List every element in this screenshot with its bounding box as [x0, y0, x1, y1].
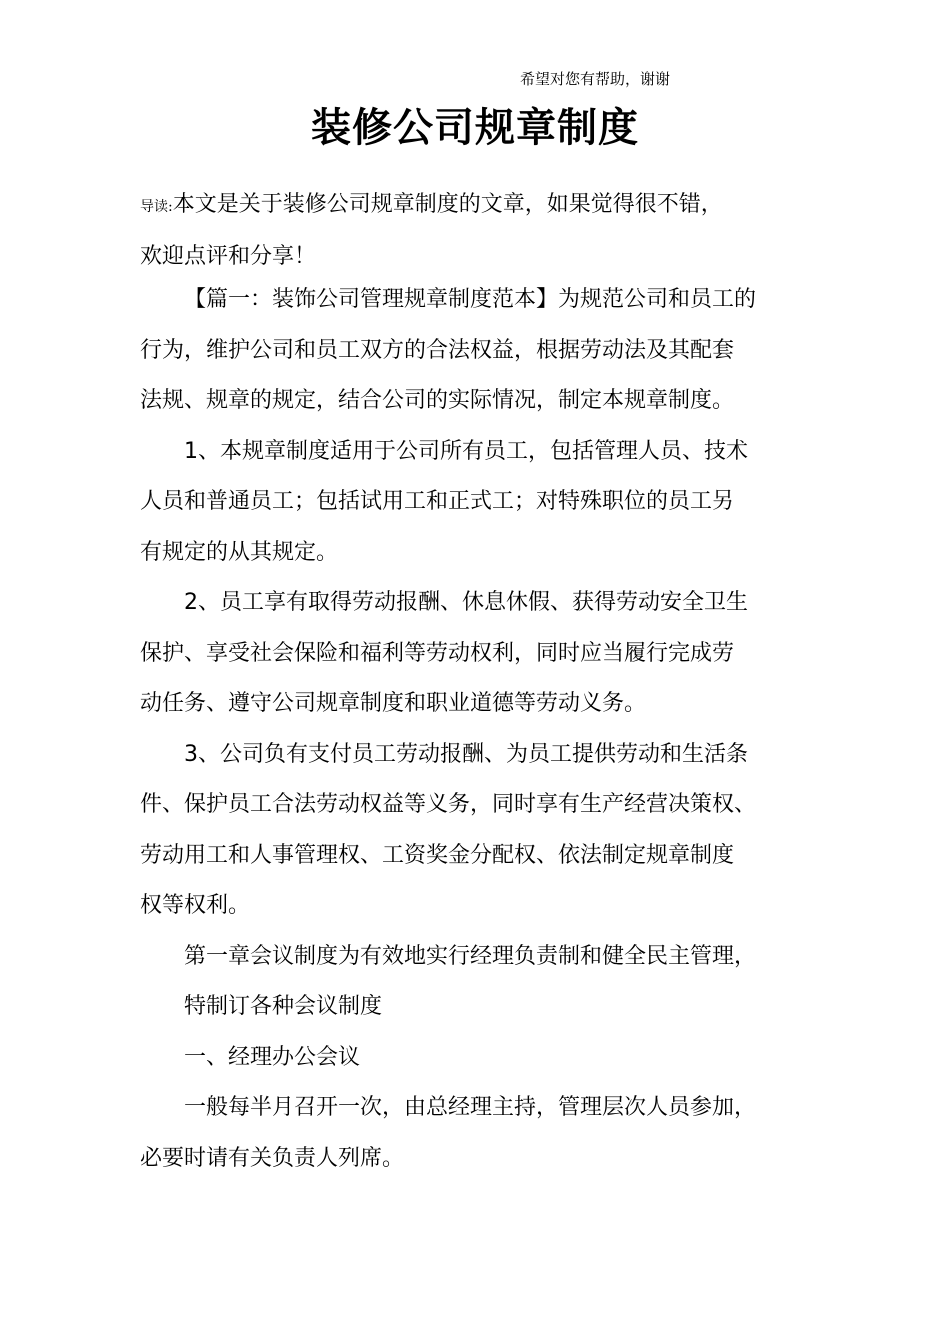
paragraph-line: 【篇一：装饰公司管理规章制度范本】为规范公司和员工的 [184, 287, 757, 312]
paragraph-line: 权等权利。 [140, 893, 251, 918]
document-title: 装修公司规章制度 [311, 105, 639, 151]
paragraph-line: 1、本规章制度适用于公司所有员工，包括管理人员、技术 [184, 438, 748, 464]
document-body [140, 275, 830, 1184]
paragraph-line: 法规、规章的规定，结合公司的实际情况，制定本规章制度。 [140, 388, 735, 413]
paragraph-line: 特制订各种会议制度 [184, 994, 383, 1019]
paragraph-line: 件、保护员工合法劳动权益等义务，同时享有生产经营决策权、 [140, 792, 757, 817]
paragraph-line: 3、公司负有支付员工劳动报酬、为员工提供劳动和生活条 [184, 741, 748, 767]
intro-paragraph [140, 180, 830, 282]
paragraph-line: 必要时请有关负责人列席。 [140, 1145, 405, 1171]
intro-text: 本文是关于装修公司规章制度的文章，如果觉得很不错， [172, 192, 723, 217]
paragraph-4 [140, 730, 830, 932]
paragraph-2 [140, 427, 830, 579]
paragraph-line: 动任务、遵守公司规章制度和职业道德等劳动义务。 [140, 691, 647, 716]
intro-line-1 [140, 180, 830, 232]
paragraph-7 [140, 1083, 830, 1184]
paragraph-3 [140, 578, 830, 730]
paragraph-line: 2、员工享有取得劳动报酬、休息休假、获得劳动安全卫生 [184, 590, 748, 615]
intro-line-2: 欢迎点评和分享！ [140, 244, 317, 269]
section-heading: 一、经理办公会议 [184, 1044, 361, 1070]
paragraph-6 [140, 1033, 830, 1084]
paragraph-5 [140, 932, 830, 1033]
paragraph-line: 第一章会议制度为有效地实行经理负责制和健全民主管理， [184, 943, 757, 969]
paragraph-line: 一般每半月召开一次，由总经理主持，管理层次人员参加， [184, 1095, 757, 1120]
header-note: 希望对您有帮助，谢谢 [520, 70, 671, 88]
paragraph-line: 劳动用工和人事管理权、工资奖金分配权、依法制定规章制度 [140, 842, 735, 868]
paragraph-line: 保护、享受社会保险和福利等劳动权利，同时应当履行完成劳 [140, 640, 735, 666]
paragraph-1 [140, 275, 830, 427]
paragraph-line: 行为，维护公司和员工双方的合法权益，根据劳动法及其配套 [140, 337, 735, 363]
intro-label: 导读: [140, 199, 173, 215]
paragraph-line: 人员和普通员工；包括试用工和正式工；对特殊职位的员工另 [140, 489, 735, 514]
paragraph-line: 有规定的从其规定。 [140, 539, 339, 565]
